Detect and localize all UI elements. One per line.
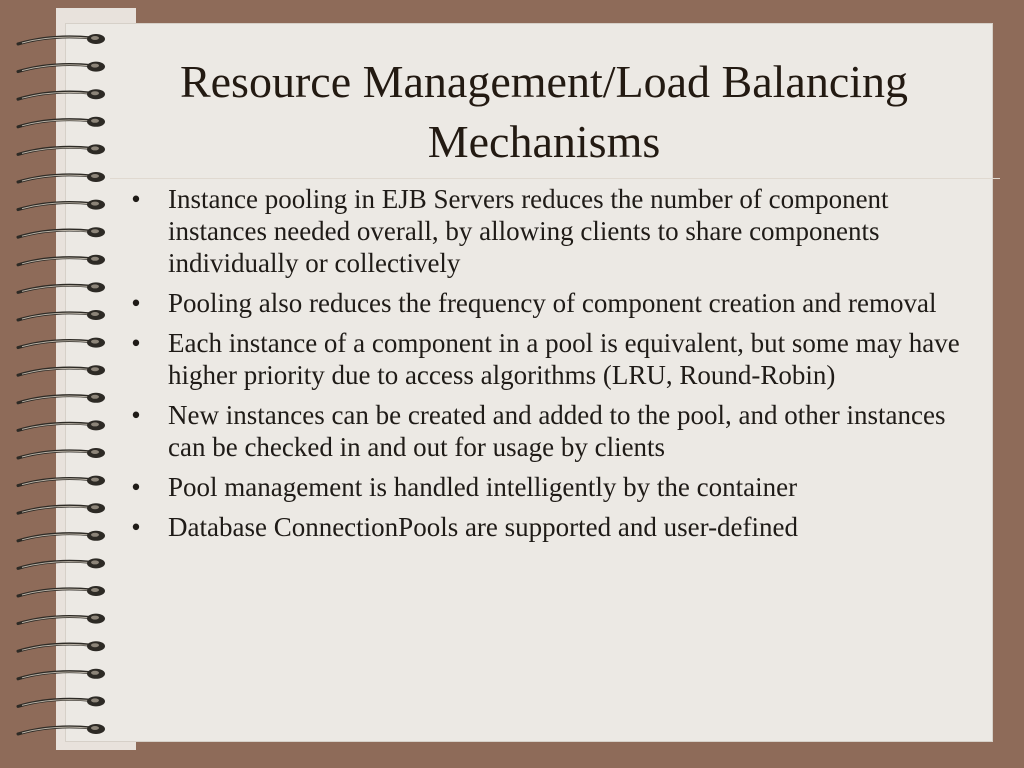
binding-coil [18, 420, 105, 430]
bullet-dot-icon: • [131, 400, 141, 430]
binding-coil [18, 531, 105, 541]
binding-coil [18, 144, 105, 154]
bullet-text: Pooling also reduces the frequency of component creation and removal [168, 288, 937, 318]
bullet-text: Each instance of a component in a pool is equivalent, but some may have higher priority due to access algorithms (LRU, Round-Robin) [168, 328, 960, 390]
bullet-dot-icon: • [131, 472, 141, 502]
binding-coil [18, 227, 105, 237]
bullet-text: Pool management is handled intelligently by the container [168, 472, 798, 502]
binding-coil [18, 310, 105, 320]
binding-coil [18, 34, 105, 44]
binding-coil [18, 62, 105, 72]
binding-coil [18, 696, 105, 706]
binding-coil [18, 724, 105, 734]
binding-coil [18, 448, 105, 458]
bullet-dot-icon: • [131, 512, 141, 542]
bullet-item-6 [126, 511, 986, 543]
binding-coil [18, 393, 105, 403]
binding-coil [18, 172, 105, 182]
slide-title [96, 52, 992, 172]
bullet-text: New instances can be created and added to the pool, and other instances can be checked in and out for usage by clients [168, 400, 946, 462]
binding-coil [18, 255, 105, 265]
bullet-text: Instance pooling in EJB Servers reduces the number of component instances needed overall, by allowing clients to share components individually or collectively [168, 184, 889, 278]
bullet-item-3 [126, 327, 986, 391]
binding-coil [18, 586, 105, 596]
bullet-item-2 [126, 287, 986, 319]
binding-coil [18, 558, 105, 568]
binding-coil [18, 669, 105, 679]
slide-title-line-1: Resource Management/Load Balancing [179, 56, 909, 107]
binding-coil [18, 89, 105, 99]
binding-coil [18, 282, 105, 292]
slide-title-line-2: Mechanisms [427, 116, 661, 167]
title-divider [110, 178, 1000, 179]
binding-coil [18, 614, 105, 624]
bullet-item-1 [126, 183, 986, 279]
bullet-item-5 [126, 471, 986, 503]
binding-coil [18, 641, 105, 651]
binding-coil [18, 117, 105, 127]
binding-coil [18, 476, 105, 486]
binding-coil [18, 365, 105, 375]
bullet-dot-icon: • [131, 288, 141, 318]
bullet-list [126, 183, 986, 551]
binding-coil [18, 200, 105, 210]
bullet-text: Database ConnectionPools are supported and user-defined [168, 512, 799, 542]
bullet-item-4 [126, 399, 986, 463]
binding-coil [18, 338, 105, 348]
bullet-dot-icon: • [131, 328, 141, 358]
bullet-dot-icon: • [131, 184, 141, 214]
binding-coil [18, 503, 105, 513]
